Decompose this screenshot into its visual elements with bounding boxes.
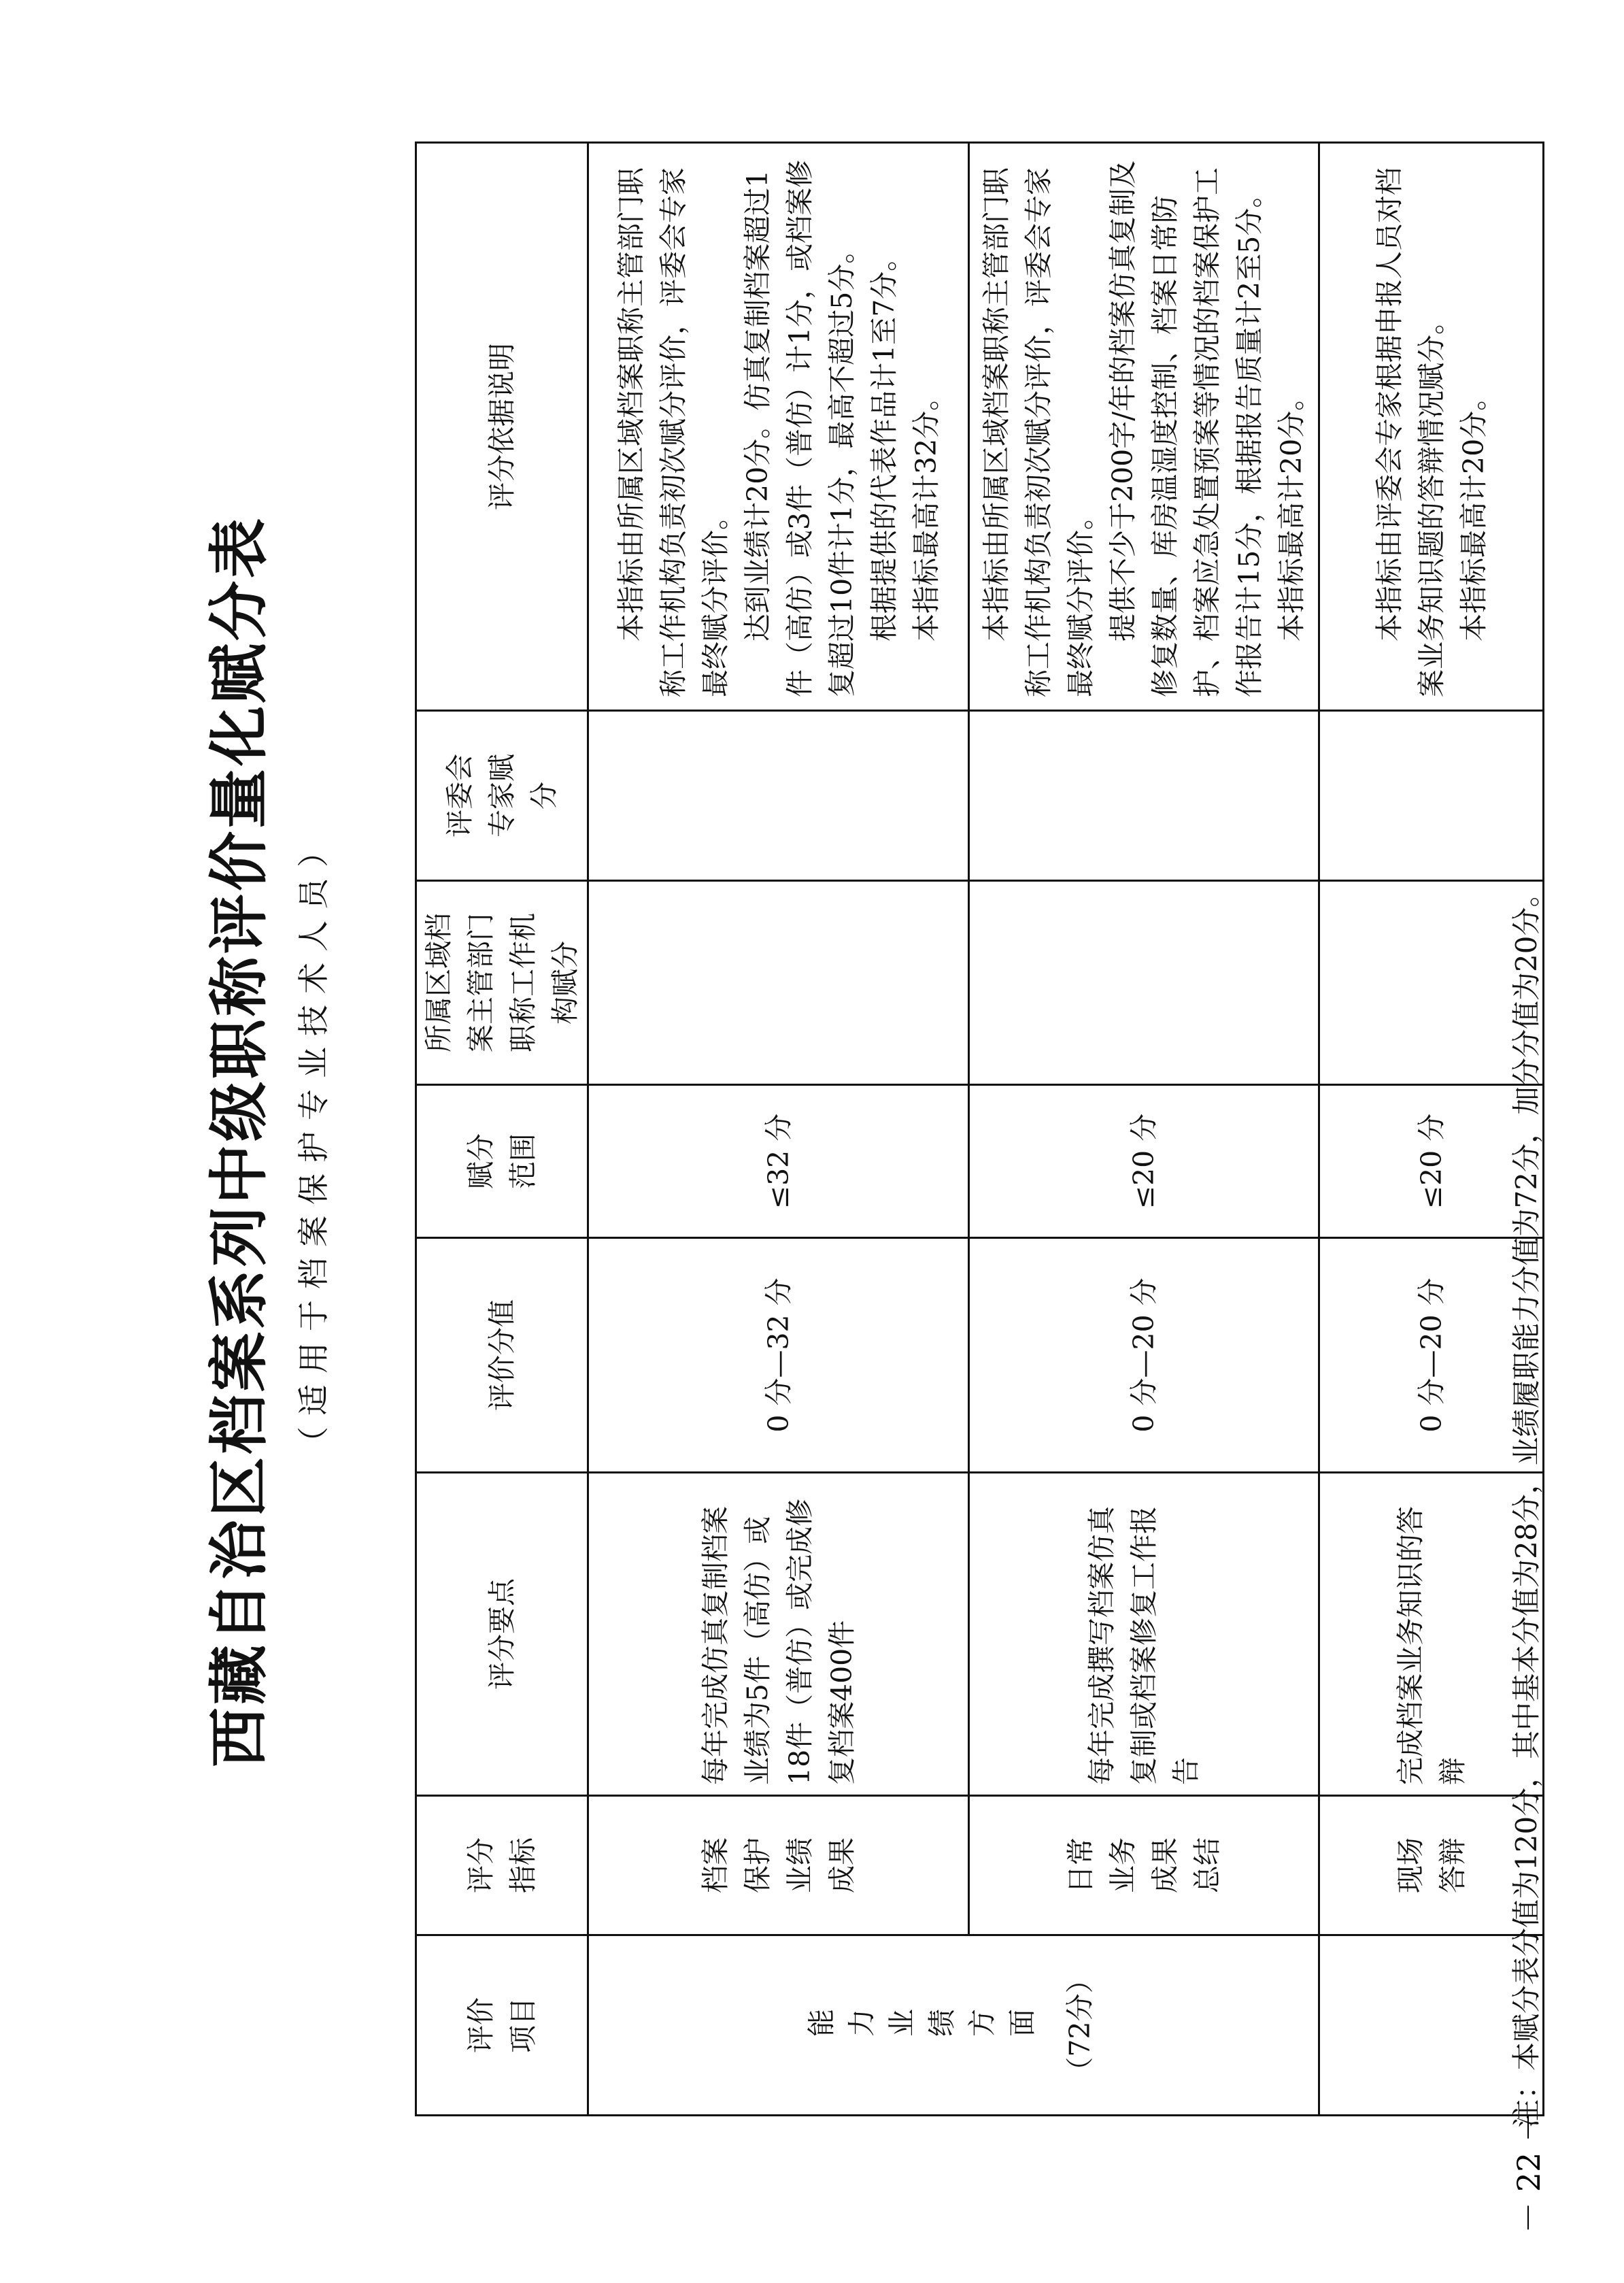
- table-row: [969, 143, 1319, 2116]
- value-cell: 0 分—20 分: [969, 1238, 1319, 1473]
- value-cell: 0 分—32 分: [588, 1238, 969, 1473]
- points-cell: 每年完成撰写档案仿真复制或档案修复工作报告: [969, 1473, 1319, 1796]
- explanation-line: 本指标最高计20分。: [1457, 382, 1490, 641]
- footnote: 注：本赋分表分值为120分，其中基本分值为28分，业绩履职能力分值为72分，加分分值为20分。: [1510, 878, 1543, 2128]
- explanation-line: 达到业绩计20分。仿真复制档案超过1件（高仿）或3件（普仿）计1分，或档案修复超过10件计1分，最高不超过5分。: [741, 159, 858, 697]
- page-number: － 22 －: [1510, 2111, 1547, 2233]
- value-cell: 0 分—20 分: [1319, 1238, 1544, 1473]
- committee-score-cell: [969, 711, 1319, 881]
- header-indicator: 评分指标: [416, 1796, 588, 1935]
- explanation-line: 本指标由评委会专家根据申报人员对档案业务知识题的答辩情况赋分。: [1372, 167, 1448, 697]
- project-cell: [588, 1935, 1319, 2116]
- explanation-cell: [1319, 143, 1544, 711]
- header-explanation: 评分依据说明: [416, 143, 588, 711]
- range-cell: ≤20 分: [969, 1085, 1319, 1238]
- explanation-line: 根据提供的代表作品计1至7分。: [867, 243, 900, 641]
- indicator-cell: 档案保护业绩成果: [588, 1796, 969, 1935]
- explanation-line: 提供不少于200字/年的档案仿真复制及修复数量、库房温湿度控制、档案日常防护、档案应急处置预案等情况的档案保护工作报告计15分，根据报告质量计2至5分。: [1106, 160, 1266, 697]
- org-score-cell: [969, 881, 1319, 1085]
- explanation-cell: [588, 143, 969, 711]
- indicator-cell: 现场答辩: [1319, 1796, 1544, 1935]
- header-org: 所属区域档案主管部门职称工作机构赋分: [416, 881, 588, 1085]
- points-cell: 每年完成仿真复制档案业绩为5件（高仿）或18件（普仿）或完成修复档案400件: [588, 1473, 969, 1796]
- project-label: 能力业绩方面: [806, 2009, 1047, 2042]
- page-subtitle: （适用于档案保护专业技术人员）: [295, 825, 332, 1458]
- header-project: 评价项目: [416, 1935, 588, 2116]
- committee-score-cell: [1319, 711, 1544, 881]
- header-committee: 评委会专家赋分: [416, 711, 588, 881]
- header-points: 评分要点: [416, 1473, 588, 1796]
- indicator-cell: 日常业务成果总结: [969, 1796, 1319, 1935]
- scoring-table: [415, 141, 1544, 2116]
- range-cell: ≤20 分: [1319, 1085, 1544, 1238]
- page-title: 西藏自治区档案系列中级职称评价量化赋分表: [204, 516, 274, 1768]
- table-header-row: [416, 143, 588, 2116]
- committee-score-cell: [588, 711, 969, 881]
- explanation-line: 本指标最高计20分。: [1275, 382, 1308, 641]
- explanation-cell: [969, 143, 1319, 711]
- points-cell: 完成档案业务知识的答辩: [1319, 1473, 1544, 1796]
- org-score-cell: [588, 881, 969, 1085]
- page-number-wrap: [1486, 2048, 1568, 2252]
- header-range: 赋分范围: [416, 1085, 588, 1238]
- explanation-line: 本指标由所属区域档案职称主管部门职称工作机构负责初次赋分评价，评委会专家最终赋分评价。: [614, 167, 732, 697]
- range-cell: ≤32 分: [588, 1085, 969, 1238]
- header-value: 评价分值: [416, 1238, 588, 1473]
- explanation-line: 本指标最高计32分。: [909, 382, 943, 641]
- table-row: [588, 143, 969, 2116]
- explanation-line: 本指标由所属区域档案职称主管部门职称工作机构负责初次赋分评价，评委会专家最终赋分评价。: [980, 167, 1097, 697]
- project-score: （72分）: [1063, 1965, 1096, 2085]
